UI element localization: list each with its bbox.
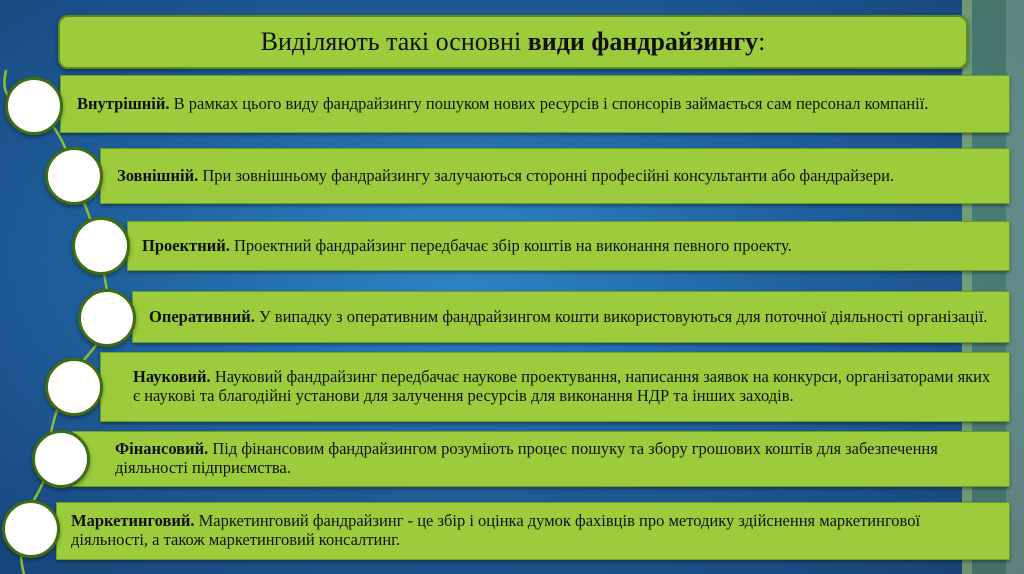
title-normal: Виділяють такі основні [260,27,522,56]
list-item [72,431,1010,487]
bullet-circle-icon [45,358,103,416]
item-label: Оперативний. [149,306,255,326]
item-text: У випадку з оперативним фандрайзингом кошти використовуються для поточної діяльності організації. [254,306,988,326]
list-item [60,75,1010,133]
bullet-circle-icon [72,217,130,275]
item-text: Маркетинговий фандрайзинг - це збір і оцінка думок фахівців про методику здійснення маркетингової діяльності, а також маркетинговий консалтинг. [71,511,921,549]
bullet-circle-icon [5,77,63,135]
item-text: Науковий фандрайзинг передбачає наукове проектування, написання заявок на конкурси, організаторами яких є наукові та благодійні установи для залучення ресурсів для виконання НДР та інших заходів. [133,367,991,405]
item-label: Науковий. [133,367,211,387]
list-item [100,352,1010,422]
list-item [127,221,1010,271]
item-label: Внутрішній. [77,93,170,113]
slide-title [58,15,968,69]
bullet-circle-icon [78,289,136,347]
list-item [56,502,1010,560]
title-suffix: : [758,27,766,56]
list-item [132,291,1010,343]
item-text: Під фінансовим фандрайзингом розуміють процес пошуку та збору грошових коштів для забезпечення діяльності підприємства. [115,439,938,477]
item-text: Проектний фандрайзинг передбачає збір коштів на виконання певного проекту. [229,235,792,255]
item-label: Зовнішній. [117,165,199,185]
item-label: Проектний. [142,235,230,255]
bullet-circle-icon [45,147,103,205]
item-label: Фінансовий. [115,439,209,459]
title-bold: види фандрайзингу [527,27,759,56]
item-text: При зовнішньому фандрайзингу залучаються сторонні професійні консультанти або фандрайзери. [198,165,895,185]
bullet-circle-icon [32,430,90,488]
item-text: В рамках цього виду фандрайзингу пошуком нових ресурсів і спонсорів займається сам персонал компанії. [169,93,929,113]
item-label: Маркетинговий. [71,511,195,531]
bullet-circle-icon [2,500,60,558]
list-item [100,148,1010,204]
